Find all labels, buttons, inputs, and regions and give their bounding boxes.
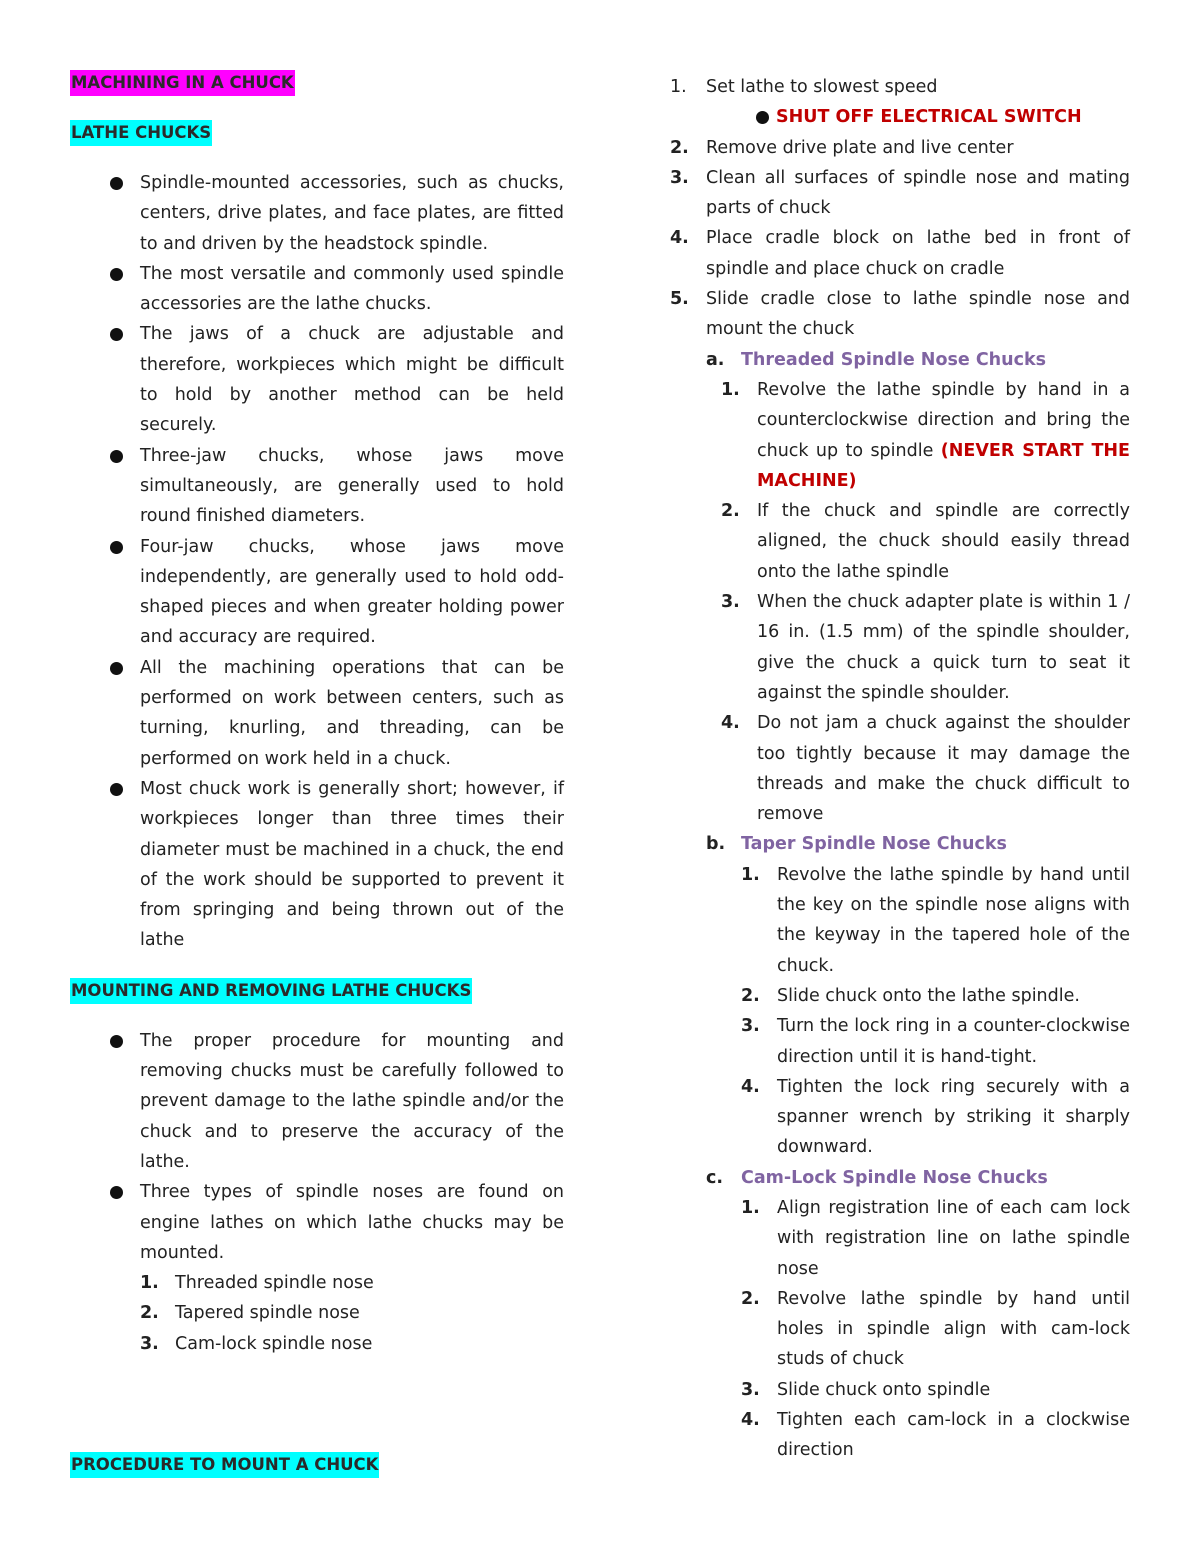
list-item xyxy=(721,587,1130,708)
item-number: 3. xyxy=(721,592,740,613)
item-number: 2. xyxy=(741,1288,760,1309)
lathe-chucks-bullets xyxy=(70,168,564,956)
list-item xyxy=(670,163,1130,224)
taper-section xyxy=(706,829,1130,1162)
item-text: Slide cradle close to lathe spindle nose and mount the chuck xyxy=(706,289,1130,340)
section-letter: c. xyxy=(706,1167,724,1188)
list-item: Four-jaw chucks, whose jaws move independently, are generally used to hold odd-shaped pieces and when greater holding power and accuracy are required. xyxy=(70,532,564,653)
list-item xyxy=(741,860,1130,981)
section-letter: a. xyxy=(706,349,725,370)
item-number: 3. xyxy=(741,1016,760,1037)
list-item xyxy=(670,72,1130,102)
threaded-section xyxy=(706,345,1130,830)
taper-steps xyxy=(741,860,1130,1163)
procedure-heading: PROCEDURE TO MOUNT A CHUCK xyxy=(70,1452,379,1478)
item-number: 4. xyxy=(741,1076,760,1097)
item-text: Set lathe to slowest speed xyxy=(706,77,938,97)
mounting-heading-row xyxy=(70,978,564,1004)
warning-text: SHUT OFF ELECTRICAL SWITCH xyxy=(776,107,1082,128)
list-item xyxy=(721,496,1130,587)
warning-text: (NEVER START THE MACHINE) xyxy=(757,440,1130,491)
list-item-text: Three types of spindle noses are found on engine lathes on which lathe chucks may be mounted. xyxy=(140,1182,564,1263)
list-item xyxy=(741,1375,1130,1405)
list-item: All the machining operations that can be performed on work between centers, such as turning, knurling, and threading, can be performed on work held in a chuck. xyxy=(70,653,564,774)
item-text: Clean all surfaces of spindle nose and mating parts of chuck xyxy=(706,167,1130,219)
bullet-icon xyxy=(756,111,769,124)
document-title xyxy=(70,70,564,96)
item-number: 4. xyxy=(670,228,689,249)
threaded-steps xyxy=(721,375,1130,829)
section-letter: b. xyxy=(706,834,726,855)
camlock-steps xyxy=(741,1193,1130,1466)
item-number: 3. xyxy=(741,1379,760,1400)
list-item xyxy=(140,1298,564,1328)
item-text: Revolve the lathe spindle by hand in a counterclockwise direction and bring the chuck up to spindle xyxy=(757,379,1130,461)
procedure-heading-row xyxy=(70,1452,379,1478)
list-item: The jaws of a chuck are adjustable and therefore, workpieces which might be difficult to hold by another method can be held securely. xyxy=(70,319,564,440)
list-item xyxy=(140,1268,564,1298)
list-item: Three-jaw chucks, whose jaws move simultaneously, are generally used to hold round finished diameters. xyxy=(70,441,564,532)
list-item xyxy=(140,1329,564,1359)
item-text: Turn the lock ring in a counter-clockwise direction until it is hand-tight. xyxy=(777,1016,1130,1067)
list-item: The proper procedure for mounting and removing chucks must be carefully followed to prevent damage to the lathe spindle and/or the chuck and to preserve the accuracy of the lathe. xyxy=(70,1026,564,1177)
lathe-chucks-heading-row xyxy=(70,120,564,146)
procedure-steps xyxy=(670,72,1130,1466)
item-text: Slide chuck onto spindle xyxy=(777,1379,991,1400)
list-item xyxy=(741,1405,1130,1466)
item-number: 2. xyxy=(140,1303,159,1324)
list-item xyxy=(70,1177,564,1359)
title-highlight: MACHINING IN A CHUCK xyxy=(70,70,295,96)
mounting-bullets xyxy=(70,1026,564,1359)
item-number: 3. xyxy=(670,167,689,188)
item-number: 1. xyxy=(721,379,740,400)
item-text: Tapered spindle nose xyxy=(175,1303,360,1324)
spindle-nose-types xyxy=(140,1268,564,1359)
list-item xyxy=(721,708,1130,829)
item-number: 3. xyxy=(140,1333,159,1354)
right-column xyxy=(670,72,1130,1466)
item-number: 1. xyxy=(741,1197,760,1218)
item-text: Tighten each cam-lock in a clockwise direction xyxy=(777,1410,1130,1461)
item-text: If the chuck and spindle are correctly aligned, the chuck should easily thread onto the lathe spindle xyxy=(757,501,1130,582)
list-item xyxy=(670,284,1130,1466)
item-text: Tighten the lock ring securely with a spanner wrench by striking it sharply downward. xyxy=(777,1076,1130,1158)
mounting-heading: MOUNTING AND REMOVING LATHE CHUCKS xyxy=(70,978,472,1004)
item-text: Revolve the lathe spindle by hand until the key on the spindle nose aligns with the keyway in the tapered hole of the chuck. xyxy=(777,864,1130,976)
item-text: Revolve lathe spindle by hand until holes in spindle align with cam-lock studs of chuck xyxy=(777,1288,1130,1370)
item-text: Cam-lock spindle nose xyxy=(175,1333,373,1354)
list-item xyxy=(670,133,1130,163)
list-item xyxy=(741,1193,1130,1284)
lathe-chucks-heading: LATHE CHUCKS xyxy=(70,120,212,146)
list-item: The most versatile and commonly used spindle accessories are the lathe chucks. xyxy=(70,259,564,320)
item-number: 4. xyxy=(741,1410,760,1431)
list-item xyxy=(721,375,1130,496)
section-title: Cam-Lock Spindle Nose Chucks xyxy=(741,1167,1048,1188)
list-item xyxy=(741,981,1130,1011)
item-text: When the chuck adapter plate is within 1 / 16 in. (1.5 mm) of the spindle shoulder, give the chuck a quick turn to seat it against the spindle shoulder. xyxy=(757,592,1130,703)
list-item xyxy=(741,1011,1130,1072)
section-title: Threaded Spindle Nose Chucks xyxy=(741,349,1047,370)
item-text: Do not jam a chuck against the shoulder too tightly because it may damage the threads and make the chuck difficult to remove xyxy=(757,713,1130,825)
left-column xyxy=(70,70,564,1359)
item-number: 1. xyxy=(670,77,687,97)
item-text: Place cradle block on lathe bed in front of spindle and place chuck on cradle xyxy=(706,228,1130,279)
item-text: Align registration line of each cam lock with registration line on lathe spindle nose xyxy=(777,1197,1130,1279)
list-item xyxy=(670,223,1130,284)
item-number: 2. xyxy=(721,501,740,522)
list-item xyxy=(741,1072,1130,1163)
item-text: Threaded spindle nose xyxy=(175,1273,374,1294)
list-item: Spindle-mounted accessories, such as chucks, centers, drive plates, and face plates, are fitted to and driven by the headstock spindle. xyxy=(70,168,564,259)
item-number: 4. xyxy=(721,713,740,734)
camlock-section xyxy=(706,1163,1130,1466)
item-number: 2. xyxy=(741,985,760,1006)
item-text: Slide chuck onto the lathe spindle. xyxy=(777,985,1080,1006)
list-item xyxy=(741,1284,1130,1375)
item-number: 1. xyxy=(741,864,760,885)
list-item: Most chuck work is generally short; however, if workpieces longer than three times their diameter must be machined in a chuck, the end of the work should be supported to prevent it from springing and being thrown out of the lathe xyxy=(70,774,564,956)
section-title: Taper Spindle Nose Chucks xyxy=(741,834,1007,855)
item-text: Remove drive plate and live center xyxy=(706,137,1014,158)
item-number: 5. xyxy=(670,289,689,310)
warning-item xyxy=(670,102,1130,132)
item-number: 2. xyxy=(670,137,689,158)
item-number: 1. xyxy=(140,1273,159,1294)
